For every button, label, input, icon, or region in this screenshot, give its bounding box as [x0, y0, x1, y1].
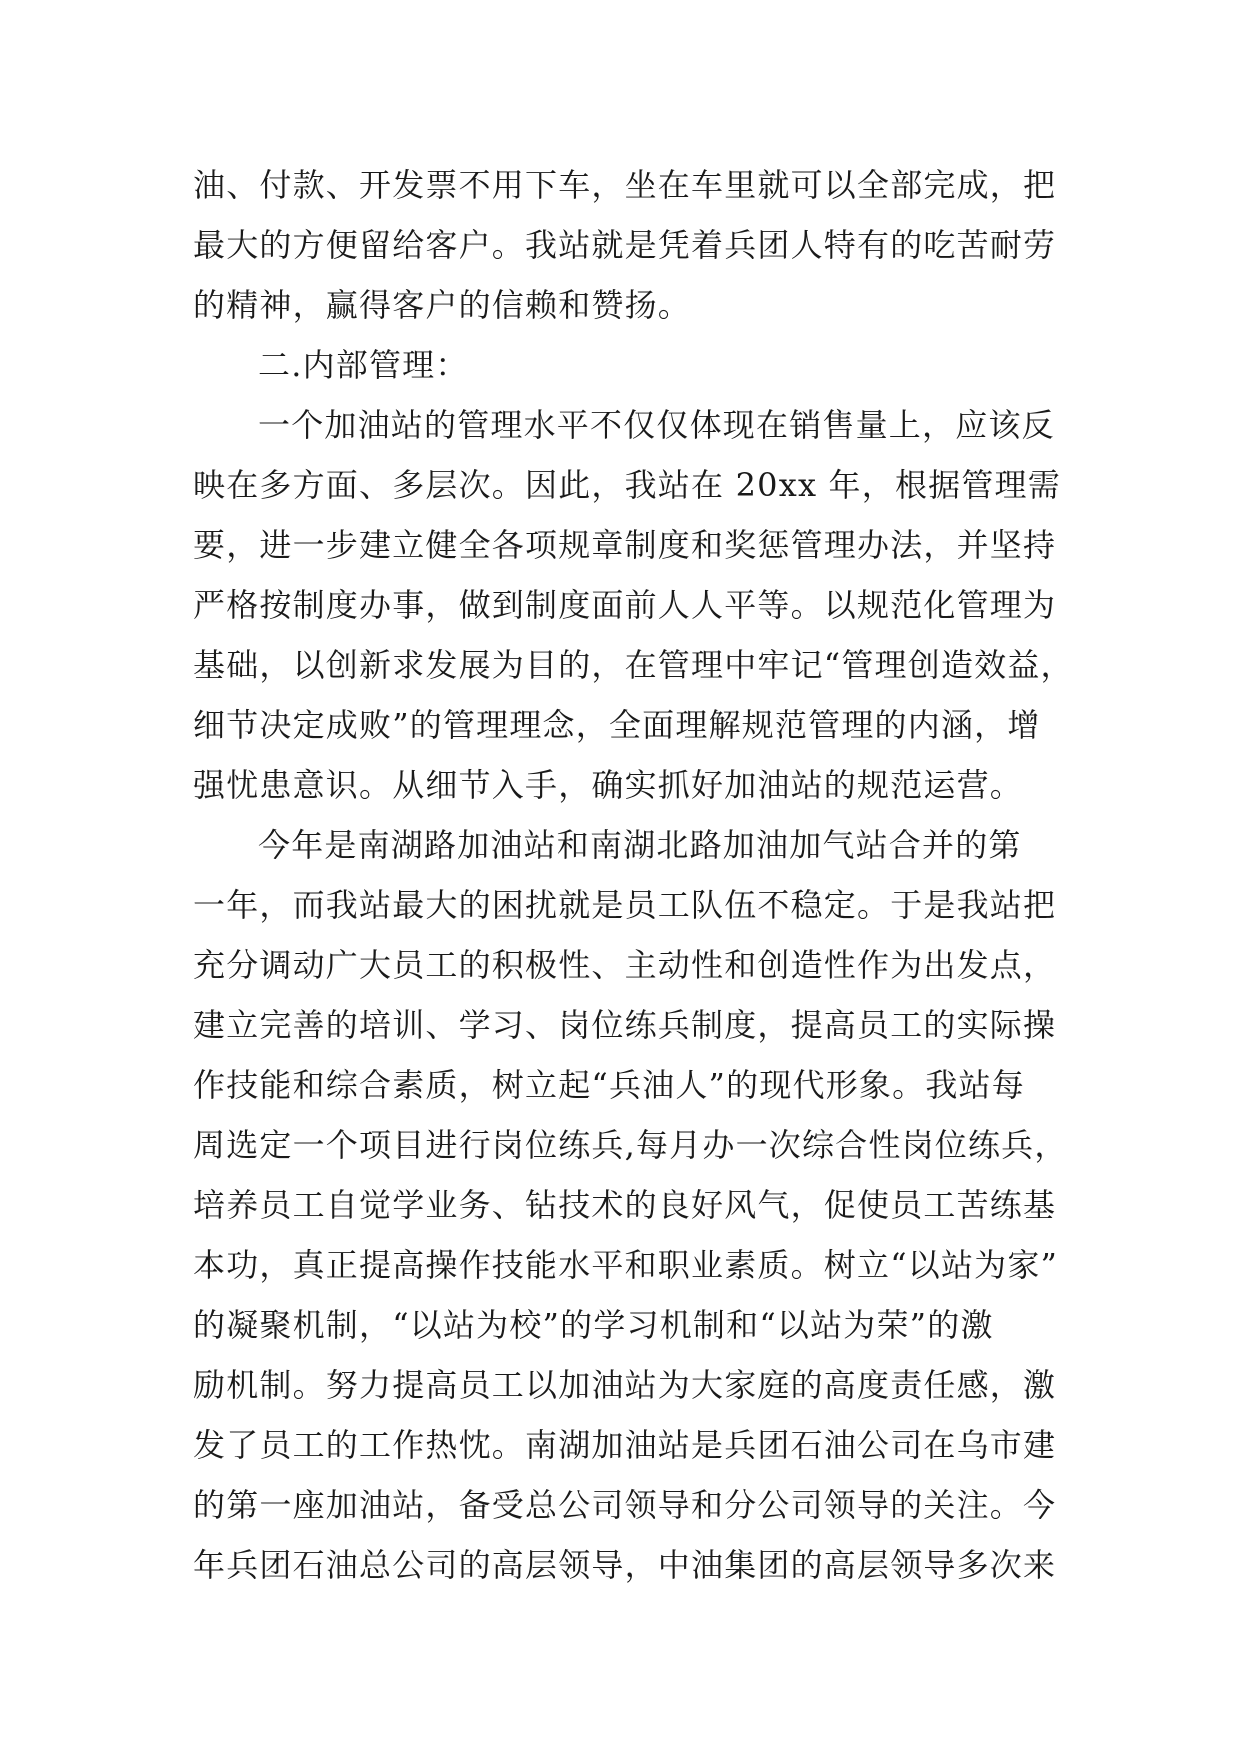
- text-line: 油、付款、开发票不用下车，坐在车里就可以全部完成，把: [193, 166, 1057, 204]
- text-line: 年兵团石油总公司的高层领导，中油集团的高层领导多次来: [193, 1546, 1057, 1584]
- text-line: 一年，而我站最大的困扰就是员工队伍不稳定。于是我站把: [193, 886, 1057, 924]
- text-line: 严格按制度办事，做到制度面前人人平等。以规范化管理为: [193, 586, 1057, 624]
- text-line: 今年是南湖路加油站和南湖北路加油加气站合并的第: [258, 826, 1022, 864]
- text-line: 的第一座加油站，备受总公司领导和分公司领导的关注。今: [193, 1486, 1057, 1524]
- text-line: 发了员工的工作热忱。南湖加油站是兵团石油公司在乌市建: [193, 1426, 1057, 1464]
- text-line: 周选定一个项目进行岗位练兵,每月办一次综合性岗位练兵，: [193, 1126, 1068, 1164]
- text-line: 基础，以创新求发展为目的，在管理中牢记“管理创造效益，: [193, 646, 1074, 684]
- text-line: 细节决定成败”的管理理念，全面理解规范管理的内涵，增: [193, 706, 1041, 744]
- text-line: 培养员工自觉学业务、钻技术的良好风气，促使员工苦练基: [193, 1186, 1057, 1224]
- text-line: 作技能和综合素质，树立起“兵油人”的现代形象。我站每: [193, 1066, 1025, 1104]
- text-line: 的凝聚机制，“以站为校”的学习机制和“以站为荣”的激: [193, 1306, 994, 1344]
- text-line: 充分调动广大员工的积极性、主动性和创造性作为出发点，: [193, 946, 1057, 984]
- text-line: 建立完善的培训、学习、岗位练兵制度，提高员工的实际操: [193, 1006, 1057, 1044]
- section-heading: 二.内部管理：: [258, 346, 469, 384]
- text-line: 强忧患意识。从细节入手，确实抓好加油站的规范运营。: [193, 766, 1024, 804]
- text-line: 本功，真正提高操作技能水平和职业素质。树立“以站为家”: [193, 1246, 1059, 1284]
- text-line: 一个加油站的管理水平不仅仅体现在销售量上，应该反: [258, 406, 1055, 444]
- text-line: 励机制。努力提高员工以加油站为大家庭的高度责任感，激: [193, 1366, 1057, 1404]
- text-line: 映在多方面、多层次。因此，我站在 20xx 年，根据管理需: [193, 466, 1061, 504]
- text-line: 的精神，赢得客户的信赖和赞扬。: [193, 286, 692, 324]
- text-line: 要，进一步建立健全各项规章制度和奖惩管理办法，并坚持: [193, 526, 1057, 564]
- text-line: 最大的方便留给客户。我站就是凭着兵团人特有的吃苦耐劳: [193, 226, 1057, 264]
